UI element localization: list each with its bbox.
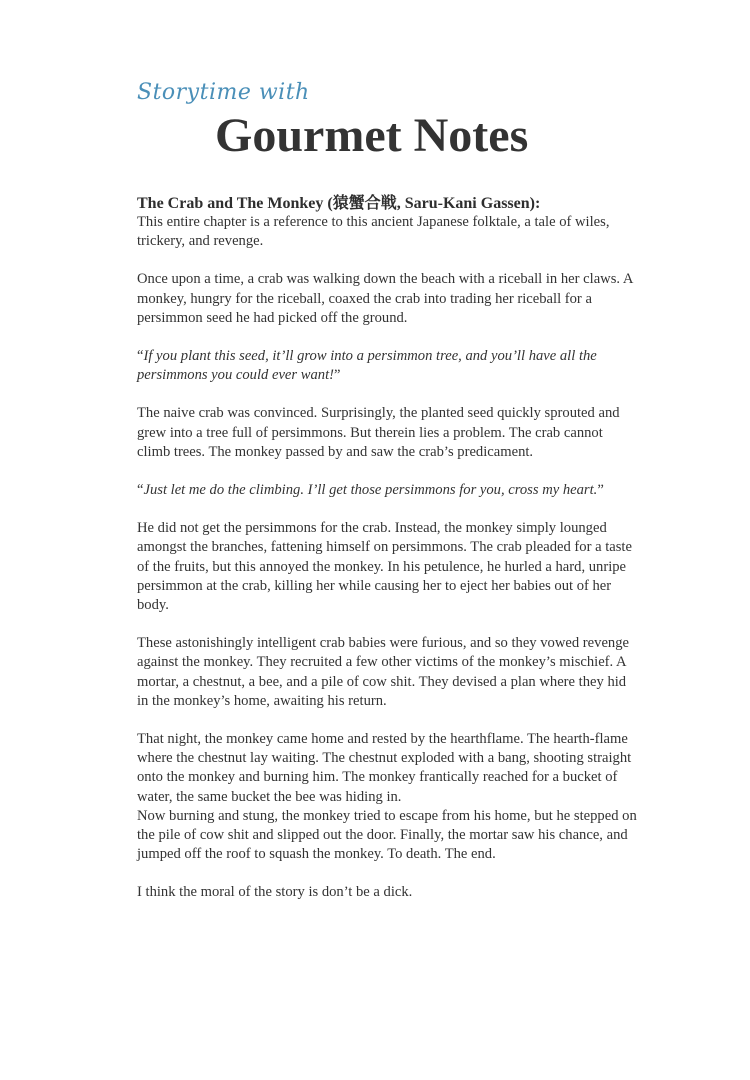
story-moral: I think the moral of the story is don’t be a dick. [137, 884, 413, 901]
story-paragraph-5-part-b: Now burning and stung, the monkey tried to escape from his home, but he stepped on the pile of cow shit and slipped out the door. Finally, the mortar saw his chance, and jumped off the roof to squash the monkey. To death. The end. [137, 807, 637, 863]
monkey-quote-1 [137, 347, 637, 385]
monkey-quote-2 [137, 481, 637, 500]
story-paragraph-2: The naive crab was convinced. Surprisingly, the planted seed quickly sprouted and grew into a tree full of persimmons. But therein lies a problem. The crab cannot climb trees. The monkey passed by and saw the crab’s predicament. [137, 405, 620, 460]
article-heading: The Crab and The Monkey (猿蟹合戦, Saru-Kani Gassen): [137, 195, 541, 212]
story-paragraph-3: He did not get the persimmons for the crab. Instead, the monkey simply lounged amongst the branches, fattening himself on persimmons. The crab pleaded for a taste of the fruits, but this annoyed the monkey. In his petulence, he hurled a hard, unripe persimmon at the crab, killing her while causing her to eject her babies out of her body. [137, 520, 632, 614]
section-subtitle: Storytime with [137, 80, 310, 105]
quote-close-mark: ” [333, 367, 341, 384]
story-paragraph-5-part-a: That night, the monkey came home and rested by the hearthflame. The hearth-flame where the chestnut lay waiting. The chestnut exploded with a bang, shooting straight onto the monkey and burning him. The monkey frantically reached for a bucket of water, the same bucket the bee was hiding in. [137, 731, 632, 805]
article-body [137, 194, 637, 922]
story-paragraph-5 [137, 730, 637, 864]
story-paragraph-4: These astonishingly intelligent crab babies were furious, and so they vowed revenge against the monkey. They recruited a few other victims of the monkey’s mischief. A mortar, a chestnut, a bee, and a pile of cow shit. They devised a plan where they hid in the monkey’s home, awaiting his return. [137, 635, 629, 709]
quote-text: If you plant this seed, it’ll grow into a persimmon tree, and you’ll have all the persimmons you could ever want! [137, 348, 597, 384]
quote-open-mark: “ [137, 482, 144, 499]
story-paragraph-1: Once upon a time, a crab was walking down the beach with a riceball in her claws. A monkey, hungry for the riceball, coaxed the crab into trading her riceball for a persimmon seed he had picked off the ground. [137, 271, 633, 326]
quote-text: Just let me do the climbing. I’ll get those persimmons for you, cross my heart. [143, 482, 598, 499]
page-title: Gourmet Notes [215, 109, 529, 162]
quote-open-mark: “ [137, 348, 144, 365]
intro-paragraph: This entire chapter is a reference to this ancient Japanese folktale, a tale of wiles, trickery, and revenge. [137, 214, 610, 250]
quote-close-mark: ” [597, 482, 604, 499]
